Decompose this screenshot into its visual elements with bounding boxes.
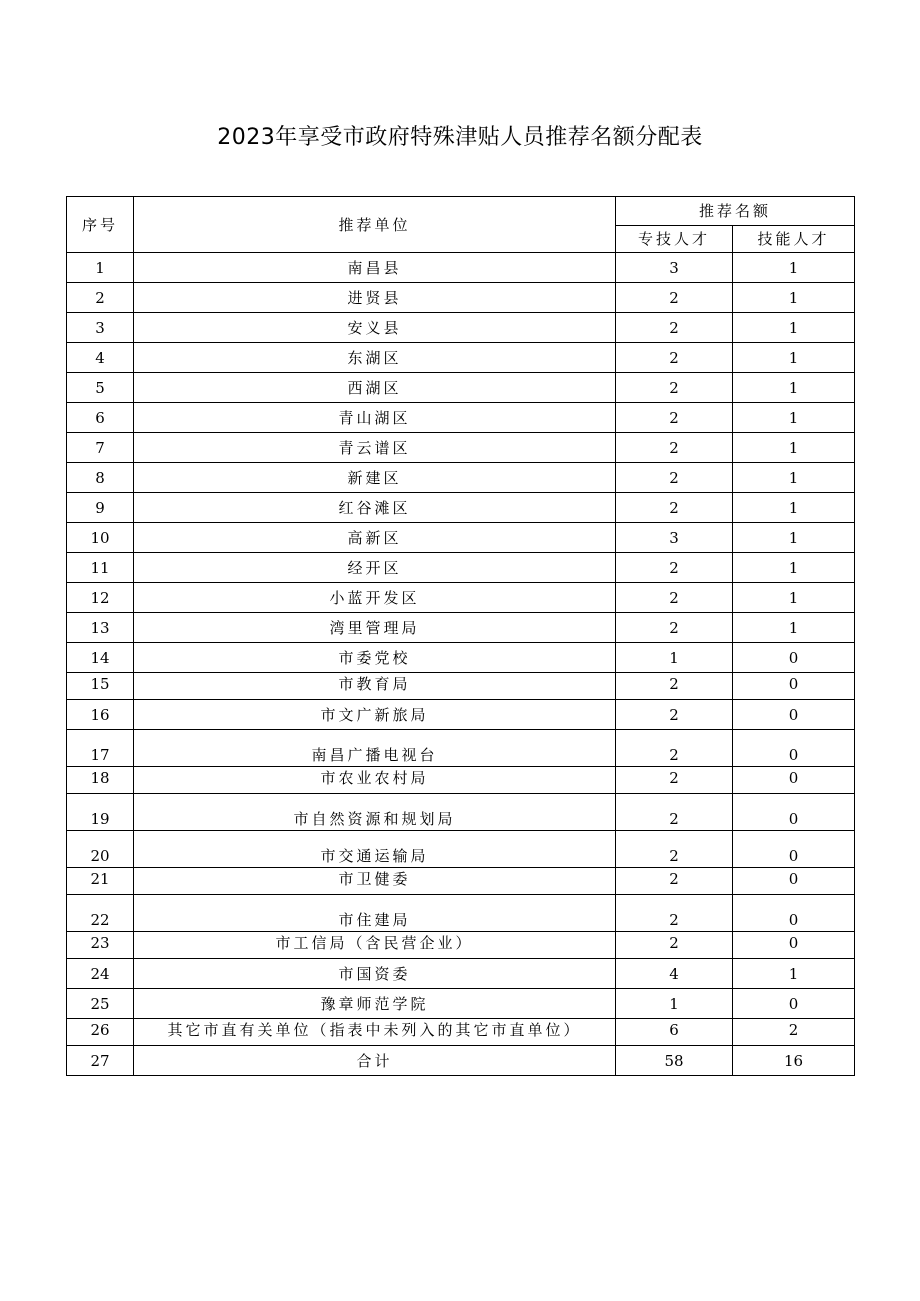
cell-skilled: 1 <box>733 253 855 283</box>
cell-professional: 2 <box>616 673 733 700</box>
cell-skilled: 1 <box>733 959 855 989</box>
table-row <box>67 463 855 493</box>
cell-unit: 东湖区 <box>134 343 616 373</box>
cell-no: 27 <box>67 1046 134 1076</box>
table-row <box>67 493 855 523</box>
cell-no: 18 <box>67 767 134 794</box>
cell-no: 2 <box>67 283 134 313</box>
cell-no: 17 <box>67 730 134 767</box>
cell-unit: 合计 <box>134 1046 616 1076</box>
cell-professional: 2 <box>616 583 733 613</box>
table-row <box>67 794 855 831</box>
table-row <box>67 313 855 343</box>
cell-unit: 安义县 <box>134 313 616 343</box>
cell-no: 5 <box>67 373 134 403</box>
table-row <box>67 253 855 283</box>
cell-professional: 4 <box>616 959 733 989</box>
table-row <box>67 403 855 433</box>
cell-unit: 红谷滩区 <box>134 493 616 523</box>
cell-unit: 湾里管理局 <box>134 613 616 643</box>
cell-professional: 2 <box>616 831 733 868</box>
cell-no: 6 <box>67 403 134 433</box>
cell-professional: 2 <box>616 700 733 730</box>
cell-unit: 市住建局 <box>134 895 616 932</box>
cell-unit: 市教育局 <box>134 673 616 700</box>
cell-no: 1 <box>67 253 134 283</box>
cell-skilled: 1 <box>733 313 855 343</box>
cell-no: 3 <box>67 313 134 343</box>
table-row <box>67 932 855 959</box>
table-row <box>67 343 855 373</box>
document-title: 2023年享受市政府特殊津贴人员推荐名额分配表 <box>217 125 703 150</box>
cell-no: 9 <box>67 493 134 523</box>
cell-professional: 2 <box>616 313 733 343</box>
cell-no: 22 <box>67 895 134 932</box>
cell-unit: 南昌县 <box>134 253 616 283</box>
cell-unit: 豫章师范学院 <box>134 989 616 1019</box>
table-row <box>67 283 855 313</box>
cell-unit: 市卫健委 <box>134 868 616 895</box>
cell-no: 20 <box>67 831 134 868</box>
cell-skilled: 1 <box>733 553 855 583</box>
cell-skilled: 0 <box>733 767 855 794</box>
cell-unit: 市国资委 <box>134 959 616 989</box>
table-row <box>67 989 855 1019</box>
cell-skilled: 2 <box>733 1019 855 1046</box>
table-row <box>67 868 855 895</box>
cell-professional: 2 <box>616 613 733 643</box>
cell-professional: 2 <box>616 895 733 932</box>
table-row-total <box>67 1046 855 1076</box>
table-row <box>67 643 855 673</box>
cell-skilled: 16 <box>733 1046 855 1076</box>
table-row <box>67 373 855 403</box>
cell-professional: 2 <box>616 932 733 959</box>
cell-skilled: 1 <box>733 583 855 613</box>
cell-professional: 3 <box>616 523 733 553</box>
header-skilled: 技能人才 <box>733 226 855 253</box>
cell-no: 4 <box>67 343 134 373</box>
cell-professional: 2 <box>616 553 733 583</box>
cell-no: 12 <box>67 583 134 613</box>
table-row <box>67 895 855 932</box>
table-row <box>67 523 855 553</box>
cell-no: 7 <box>67 433 134 463</box>
cell-skilled: 0 <box>733 989 855 1019</box>
cell-unit: 经开区 <box>134 553 616 583</box>
cell-unit: 高新区 <box>134 523 616 553</box>
table-row <box>67 433 855 463</box>
cell-professional: 2 <box>616 283 733 313</box>
cell-professional: 1 <box>616 643 733 673</box>
cell-unit: 市委党校 <box>134 643 616 673</box>
cell-skilled: 1 <box>733 283 855 313</box>
cell-professional: 2 <box>616 767 733 794</box>
cell-skilled: 0 <box>733 673 855 700</box>
cell-professional: 2 <box>616 730 733 767</box>
cell-no: 25 <box>67 989 134 1019</box>
table-row <box>67 673 855 700</box>
cell-skilled: 0 <box>733 831 855 868</box>
table-row <box>67 1019 855 1046</box>
cell-unit: 市农业农村局 <box>134 767 616 794</box>
cell-no: 15 <box>67 673 134 700</box>
cell-professional: 2 <box>616 433 733 463</box>
cell-professional: 1 <box>616 989 733 1019</box>
cell-professional: 2 <box>616 493 733 523</box>
cell-professional: 2 <box>616 794 733 831</box>
cell-skilled: 0 <box>733 932 855 959</box>
cell-no: 14 <box>67 643 134 673</box>
cell-unit: 进贤县 <box>134 283 616 313</box>
cell-skilled: 1 <box>733 373 855 403</box>
cell-skilled: 1 <box>733 463 855 493</box>
header-unit: 推荐单位 <box>134 197 616 253</box>
cell-professional: 3 <box>616 253 733 283</box>
cell-no: 21 <box>67 868 134 895</box>
cell-skilled: 0 <box>733 868 855 895</box>
cell-skilled: 1 <box>733 523 855 553</box>
cell-no: 16 <box>67 700 134 730</box>
cell-no: 10 <box>67 523 134 553</box>
header-professional: 专技人才 <box>616 226 733 253</box>
cell-skilled: 0 <box>733 643 855 673</box>
table-row <box>67 613 855 643</box>
cell-no: 13 <box>67 613 134 643</box>
cell-no: 19 <box>67 794 134 831</box>
cell-professional: 58 <box>616 1046 733 1076</box>
cell-skilled: 0 <box>733 730 855 767</box>
cell-no: 24 <box>67 959 134 989</box>
cell-unit: 市交通运输局 <box>134 831 616 868</box>
cell-unit: 市文广新旅局 <box>134 700 616 730</box>
cell-skilled: 0 <box>733 700 855 730</box>
cell-no: 8 <box>67 463 134 493</box>
cell-professional: 2 <box>616 403 733 433</box>
table-row <box>67 831 855 868</box>
cell-unit: 市工信局（含民营企业） <box>134 932 616 959</box>
quota-table-body <box>67 253 855 1076</box>
table-row <box>67 730 855 767</box>
header-quota: 推荐名额 <box>616 197 855 226</box>
table-row <box>67 767 855 794</box>
table-row <box>67 700 855 730</box>
cell-unit: 市自然资源和规划局 <box>134 794 616 831</box>
cell-no: 26 <box>67 1019 134 1046</box>
cell-professional: 2 <box>616 343 733 373</box>
cell-unit: 青山湖区 <box>134 403 616 433</box>
cell-professional: 6 <box>616 1019 733 1046</box>
cell-unit: 新建区 <box>134 463 616 493</box>
cell-skilled: 1 <box>733 613 855 643</box>
cell-professional: 2 <box>616 868 733 895</box>
cell-skilled: 1 <box>733 343 855 373</box>
cell-skilled: 1 <box>733 433 855 463</box>
cell-no: 11 <box>67 553 134 583</box>
cell-unit: 青云谱区 <box>134 433 616 463</box>
table-row <box>67 553 855 583</box>
cell-no: 23 <box>67 932 134 959</box>
cell-unit: 其它市直有关单位（指表中未列入的其它市直单位） <box>134 1019 616 1046</box>
cell-unit: 小蓝开发区 <box>134 583 616 613</box>
table-row <box>67 959 855 989</box>
cell-unit: 南昌广播电视台 <box>134 730 616 767</box>
cell-skilled: 1 <box>733 403 855 433</box>
cell-skilled: 0 <box>733 794 855 831</box>
table-row <box>67 583 855 613</box>
cell-unit: 西湖区 <box>134 373 616 403</box>
quota-table <box>66 196 855 1076</box>
header-no: 序号 <box>67 197 134 253</box>
cell-skilled: 1 <box>733 493 855 523</box>
cell-professional: 2 <box>616 463 733 493</box>
cell-professional: 2 <box>616 373 733 403</box>
cell-skilled: 0 <box>733 895 855 932</box>
